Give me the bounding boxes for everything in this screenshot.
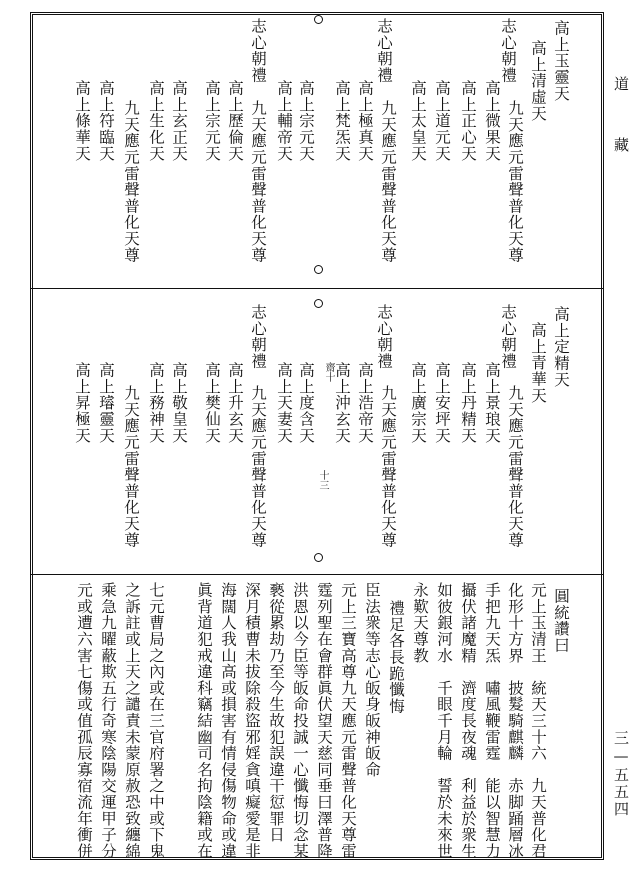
panel-divider-2 — [31, 574, 603, 575]
text-column: 高上務神天 — [147, 362, 165, 444]
text-column: 九天應元雷聲普化天尊 — [379, 100, 397, 263]
text-column: 如彼銀河水 千眼千月輪 誓於未來世 — [435, 582, 453, 860]
text-column: 洪恩以今臣等皈命投誠一心懺悔切念某 — [291, 582, 309, 860]
text-column: 高上宗元天 — [203, 80, 221, 162]
text-column: 海闊人我山高或損害有情侵傷物命或違 — [219, 582, 237, 860]
text-column: 高上天妻天 — [275, 362, 293, 444]
text-column: 化形十方界 披髮騎麒麟 赤脚踊層冰 — [506, 582, 524, 860]
circle-mark — [314, 553, 323, 562]
text-column: 高上廣宗天 — [409, 362, 427, 444]
panel-divider-1 — [31, 288, 603, 289]
text-column: 高上梵炁天 — [333, 80, 351, 162]
text-column: 禮足各長跪懺悔 — [387, 600, 405, 715]
text-column: 九天應元雷聲普化天尊 — [506, 100, 524, 263]
text-column: 九天應元雷聲普化天尊 — [249, 100, 267, 263]
text-column: 高上璿靈天 — [97, 362, 115, 444]
text-column: 手把九天炁 嘯風鞭雷霆 能以智慧力 — [483, 582, 501, 860]
text-column: 高上微果天 — [483, 80, 501, 162]
text-column: 九天應元雷聲普化天尊 — [379, 385, 397, 548]
text-column: 高上太皇天 — [409, 80, 427, 162]
text-column: 元上玉清王 統天三十六 九天普化君 — [529, 582, 547, 860]
text-column: 臣法衆等志心皈身皈神皈命 — [363, 582, 381, 778]
text-column: 高上玉靈天 — [552, 20, 570, 102]
text-column: 高上青華天 — [529, 322, 547, 404]
text-column: 攝伏諸魔精 濟度長夜魂 利益於衆生 — [459, 582, 477, 860]
text-column: 高上樊仙天 — [203, 362, 221, 444]
text-column: 之訴註或上天之譴責未蒙原赦恐致纏綿 — [123, 582, 141, 860]
text-column: 高上極真天 — [356, 80, 374, 162]
text-column: 高上輔帝天 — [275, 80, 293, 162]
text-column: 高上歷倫天 — [226, 80, 244, 162]
folio-number: 十三 — [317, 470, 328, 490]
text-column: 高上條華天 — [73, 80, 91, 162]
text-column: 高上生化天 — [147, 80, 165, 162]
text-column: 眞背道犯戒違科竊結幽司名拘陰籍或在 — [195, 582, 213, 860]
text-column: 高上升玄天 — [226, 362, 244, 444]
text-column: 高上度含天 — [297, 362, 315, 444]
text-column: 高上昇極天 — [73, 362, 91, 444]
text-column: 元上三寶高尊九天應元雷聲普化天尊雷 — [339, 582, 357, 860]
circle-mark — [314, 265, 323, 274]
text-column: 圓統讚曰 — [552, 588, 570, 654]
text-column: 志心朝禮 — [499, 18, 517, 84]
text-column: 志心朝禮 — [249, 18, 267, 84]
text-column: 高上敬皇天 — [170, 362, 188, 444]
text-column: 高上沖玄天 — [333, 362, 351, 444]
text-column: 高上符臨天 — [97, 80, 115, 162]
text-column: 乘急九曜蔽欺五行奇寒陰陽交運甲子分 — [99, 582, 117, 860]
text-column: 志心朝禮 — [375, 18, 393, 84]
text-column: 高上定精天 — [552, 306, 570, 388]
text-column: 高上安坪天 — [433, 362, 451, 444]
text-column: 高上清虛天 — [529, 40, 547, 122]
text-column: 永歎天尊教 — [411, 582, 429, 664]
text-column: 志心朝禮 — [499, 304, 517, 370]
circle-mark — [314, 299, 323, 308]
text-column: 九天應元雷聲普化天尊 — [249, 385, 267, 548]
text-column: 九天應元雷聲普化天尊 — [122, 100, 140, 263]
text-column: 九天應元雷聲普化天尊 — [122, 385, 140, 548]
margin-note: 齋十 — [323, 362, 334, 382]
text-column: 七元曹局之內或在三官府署之中或下鬼 — [147, 582, 165, 860]
text-column: 褻從累劫乃至今生故犯誤違干愆罪日 — [267, 582, 285, 843]
text-column: 志心朝禮 — [249, 304, 267, 370]
text-column: 高上宗元天 — [297, 80, 315, 162]
text-column: 九天應元雷聲普化天尊 — [506, 385, 524, 548]
text-column: 高上正心天 — [459, 80, 477, 162]
text-column: 高上玄正天 — [170, 80, 188, 162]
text-column: 高上景琅天 — [483, 362, 501, 444]
text-column: 高上丹精天 — [459, 362, 477, 444]
circle-mark — [314, 15, 323, 24]
text-column: 霆列聖在會群眞伏望天慈同垂曰澤普降 — [315, 582, 333, 860]
text-column: 高上道元天 — [433, 80, 451, 162]
text-column: 高上浩帝天 — [356, 362, 374, 444]
text-column: 深月積曹未拔除殺盜邪婬貪嗔癡愛是非 — [243, 582, 261, 860]
canon-title: 道 藏 — [612, 76, 630, 166]
text-column: 志心朝禮 — [375, 304, 393, 370]
page-number: 三—五五四 — [612, 730, 630, 818]
text-column: 元或遭六害七傷或值孤辰寡宿流年衝併 — [75, 582, 93, 860]
